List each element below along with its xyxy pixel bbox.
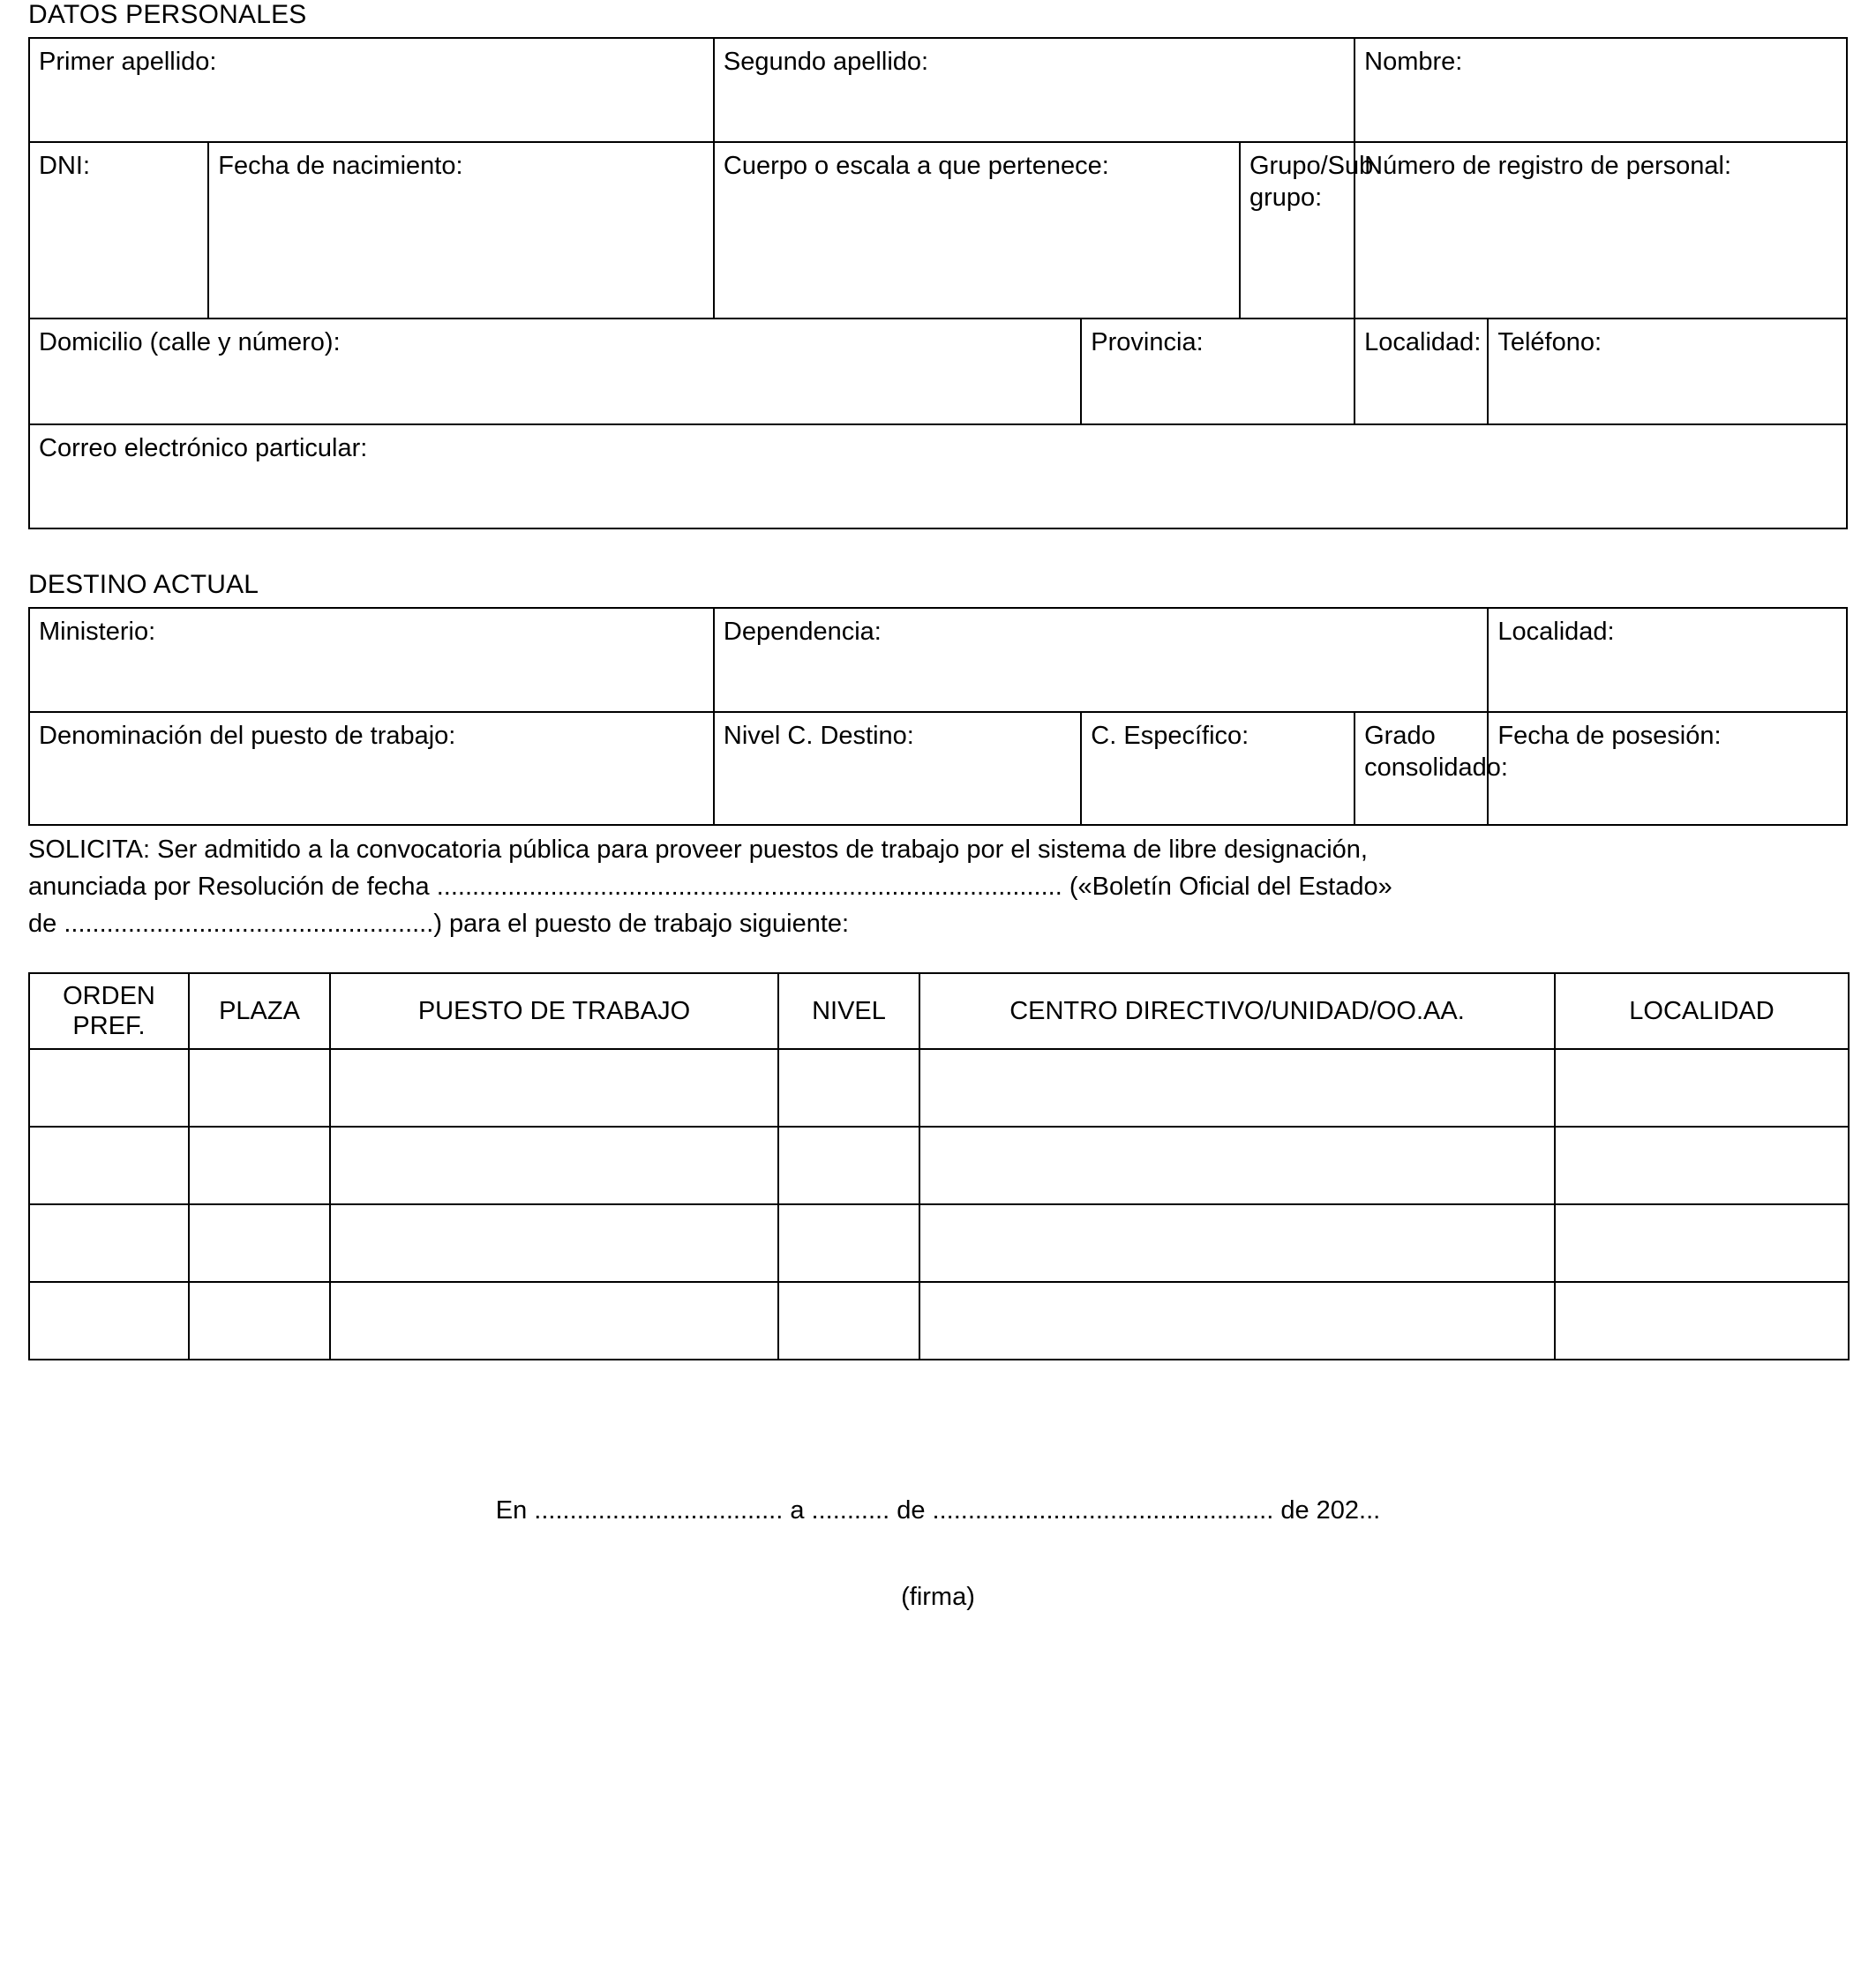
cell-orden-pref[interactable] xyxy=(29,1049,189,1127)
cell-plaza[interactable] xyxy=(189,1127,330,1204)
field-nivel-c-destino[interactable] xyxy=(714,712,1081,825)
solicita-line-3 xyxy=(28,905,1848,942)
cell-puesto-de-trabajo[interactable] xyxy=(330,1204,778,1282)
cell-centro-directivo[interactable] xyxy=(919,1204,1555,1282)
cell-plaza[interactable] xyxy=(189,1049,330,1127)
row-domicilio xyxy=(29,319,1847,424)
table-row xyxy=(29,1204,1849,1282)
column-header-orden-pref: ORDEN PREF. xyxy=(29,973,189,1049)
cell-nivel[interactable] xyxy=(778,1049,919,1127)
label-numero-registro: Número de registro de personal: xyxy=(1364,152,1732,180)
label-dni: DNI: xyxy=(39,152,90,180)
label-primer-apellido: Primer apellido: xyxy=(39,48,217,76)
cell-nivel[interactable] xyxy=(778,1127,919,1204)
solicita-line-2-post: («Boletín Oficial del Estado» xyxy=(1069,873,1392,901)
field-dependencia[interactable] xyxy=(714,608,1489,712)
cell-orden-pref[interactable] xyxy=(29,1127,189,1204)
field-correo-electronico[interactable] xyxy=(29,424,1847,528)
cell-plaza[interactable] xyxy=(189,1204,330,1282)
label-dependencia: Dependencia: xyxy=(723,618,882,646)
solicita-line-3-dots: .................................................... xyxy=(64,910,434,938)
label-correo-electronico: Correo electrónico particular: xyxy=(39,434,368,462)
solicita-line-3-pre: de xyxy=(28,910,57,938)
solicita-line-2-pre: anunciada por Resolución de fecha xyxy=(28,873,430,901)
cell-localidad[interactable] xyxy=(1555,1282,1849,1360)
solicita-line-2 xyxy=(28,868,1848,905)
label-segundo-apellido: Segundo apellido: xyxy=(723,48,929,76)
row-dni-cuerpo xyxy=(29,142,1847,319)
column-header-nivel: NIVEL xyxy=(778,973,919,1049)
field-cuerpo-escala[interactable] xyxy=(714,142,1240,319)
destino-actual-table xyxy=(28,607,1848,826)
section-heading-destino-actual: DESTINO ACTUAL xyxy=(28,570,259,599)
label-cuerpo-escala: Cuerpo o escala a que pertenece: xyxy=(723,152,1109,180)
row-apellidos-nombre xyxy=(29,38,1847,142)
cell-puesto-de-trabajo[interactable] xyxy=(330,1127,778,1204)
table-row xyxy=(29,1127,1849,1204)
label-telefono: Teléfono: xyxy=(1497,328,1602,356)
signature-label xyxy=(28,1583,1848,1612)
row-ministerio xyxy=(29,608,1847,712)
section-heading-datos-personales: DATOS PERSONALES xyxy=(28,0,307,29)
field-localidad[interactable] xyxy=(1354,319,1488,424)
field-domicilio[interactable] xyxy=(29,319,1081,424)
cell-localidad[interactable] xyxy=(1555,1127,1849,1204)
label-grado-consolidado: Grado consolidado: xyxy=(1364,722,1508,782)
label-fecha-posesion: Fecha de posesión: xyxy=(1497,722,1722,750)
personal-data-table xyxy=(28,37,1848,529)
cell-centro-directivo[interactable] xyxy=(919,1127,1555,1204)
date-line-text: En ................................... a ........... de ................................................ de 202... xyxy=(495,1496,1381,1525)
column-header-plaza: PLAZA xyxy=(189,973,330,1049)
cell-plaza[interactable] xyxy=(189,1282,330,1360)
solicita-paragraph xyxy=(28,826,1848,942)
cell-centro-directivo[interactable] xyxy=(919,1282,1555,1360)
label-provincia: Provincia: xyxy=(1091,328,1204,356)
spacer-after-personal xyxy=(28,529,1848,570)
puesto-trabajo-table xyxy=(28,972,1850,1360)
field-destino-localidad[interactable] xyxy=(1488,608,1847,712)
row-denominacion-puesto xyxy=(29,712,1847,825)
field-grupo-subgrupo[interactable] xyxy=(1240,142,1374,319)
solicita-line-1-text: SOLICITA: Ser admitido a la convocatoria pública para proveer puestos de trabajo por el sistema de libre designación, xyxy=(28,836,1368,864)
field-segundo-apellido[interactable] xyxy=(714,38,1354,142)
cell-nivel[interactable] xyxy=(778,1204,919,1282)
label-fecha-nacimiento: Fecha de nacimiento: xyxy=(218,152,463,180)
field-nombre[interactable] xyxy=(1354,38,1847,142)
field-grado-consolidado[interactable] xyxy=(1354,712,1508,825)
solicita-line-2-dots: ........................................................................................ xyxy=(436,873,1062,901)
puesto-table-header-row xyxy=(29,973,1849,1049)
label-grupo-subgrupo: Grupo/Sub grupo: xyxy=(1249,152,1374,212)
field-denominacion-puesto[interactable] xyxy=(29,712,714,825)
cell-localidad[interactable] xyxy=(1555,1204,1849,1282)
field-dni[interactable] xyxy=(29,142,208,319)
footer-date-line xyxy=(28,1493,1848,1528)
solicita-line-3-post: ) para el puesto de trabajo siguiente: xyxy=(433,910,850,938)
field-fecha-nacimiento[interactable] xyxy=(208,142,714,319)
table-row xyxy=(29,1049,1849,1127)
cell-localidad[interactable] xyxy=(1555,1049,1849,1127)
cell-puesto-de-trabajo[interactable] xyxy=(330,1049,778,1127)
label-ministerio: Ministerio: xyxy=(39,618,156,646)
label-nombre: Nombre: xyxy=(1364,48,1463,76)
field-primer-apellido[interactable] xyxy=(29,38,714,142)
label-denominacion-puesto: Denominación del puesto de trabajo: xyxy=(39,722,456,750)
column-header-puesto-de-trabajo: PUESTO DE TRABAJO xyxy=(330,973,778,1049)
field-numero-registro[interactable] xyxy=(1354,142,1847,319)
label-nivel-c-destino: Nivel C. Destino: xyxy=(723,722,914,750)
field-telefono[interactable] xyxy=(1488,319,1847,424)
cell-orden-pref[interactable] xyxy=(29,1282,189,1360)
cell-centro-directivo[interactable] xyxy=(919,1049,1555,1127)
field-ministerio[interactable] xyxy=(29,608,714,712)
column-header-localidad: LOCALIDAD xyxy=(1555,973,1849,1049)
label-destino-localidad: Localidad: xyxy=(1497,618,1615,646)
cell-puesto-de-trabajo[interactable] xyxy=(330,1282,778,1360)
label-domicilio: Domicilio (calle y número): xyxy=(39,328,341,356)
column-header-centro-directivo: CENTRO DIRECTIVO/UNIDAD/OO.AA. xyxy=(919,973,1555,1049)
field-provincia[interactable] xyxy=(1081,319,1354,424)
table-row xyxy=(29,1282,1849,1360)
signature-label-text: (firma) xyxy=(901,1583,975,1611)
cell-orden-pref[interactable] xyxy=(29,1204,189,1282)
solicita-line-1 xyxy=(28,831,1848,868)
row-correo xyxy=(29,424,1847,528)
label-c-especifico: C. Específico: xyxy=(1091,722,1249,750)
field-c-especifico[interactable] xyxy=(1081,712,1354,825)
cell-nivel[interactable] xyxy=(778,1282,919,1360)
label-localidad: Localidad: xyxy=(1364,328,1482,356)
field-fecha-posesion[interactable] xyxy=(1488,712,1847,825)
